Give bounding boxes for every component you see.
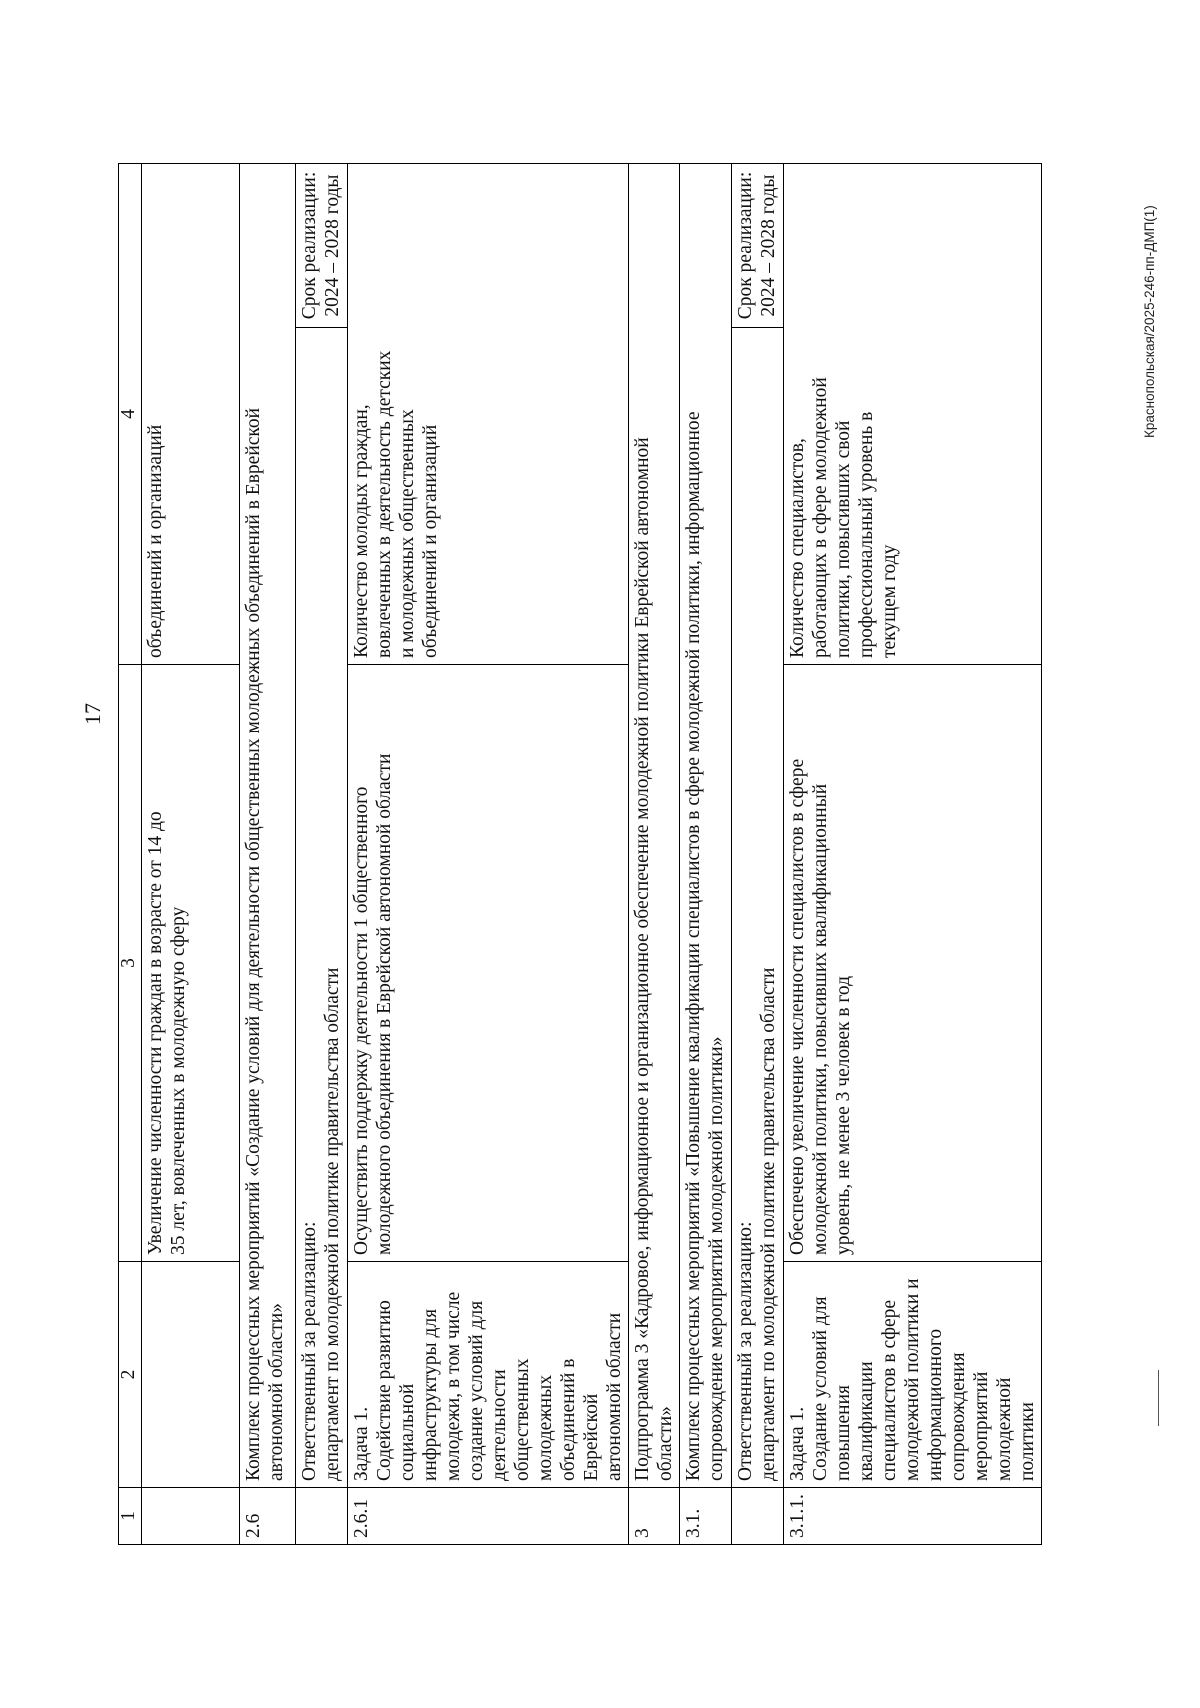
row-number: 3.1. — [680, 1488, 732, 1545]
table-row — [240, 164, 296, 1545]
row-number: 3 — [629, 1488, 680, 1545]
table-row — [142, 164, 240, 1545]
table-row — [348, 164, 629, 1545]
program-table — [118, 163, 1042, 1545]
table-row — [629, 164, 680, 1545]
row-indicator: объединений и организаций — [142, 164, 240, 665]
header-col-3: 3 — [119, 665, 142, 1262]
table-row — [680, 164, 732, 1545]
row-result: Увеличение численности граждан в возрасте от 14 до 35 лет, вовлеченных в молодежную сферу — [142, 665, 240, 1262]
header-row — [119, 164, 142, 1545]
row-task: Задача 1. Содействие развитию социальной инфраструктуры для молодежи, в том числе создание условий для деятельности общественных молодежных объединений в Еврейской автономной области — [348, 1262, 629, 1488]
table-row — [296, 164, 348, 1545]
row-number: 2.6.1 — [348, 1488, 629, 1545]
row-number: 2.6 — [240, 1488, 296, 1545]
table-row — [732, 164, 784, 1545]
row-number — [732, 1488, 784, 1545]
row-result: Осуществить поддержку деятельности 1 общественного молодежного объединения в Еврейской автономной области — [348, 665, 629, 1262]
row-task — [142, 1262, 240, 1488]
header-col-1: 1 — [119, 1488, 142, 1545]
subprogram-title: Подпрограмма 3 «Кадровое, информационное и организационное обеспечение молодежной политики Еврейской автономной области» — [629, 164, 680, 1488]
table-row — [784, 164, 1042, 1545]
header-col-2: 2 — [119, 1262, 142, 1488]
responsible-text: Ответственный за реализацию: департамент по молодежной политике правительства области — [296, 328, 348, 1488]
row-indicator: Количество специалистов, работающих в сфере молодежной политики, повысивших свой профессиональный уровень в текущем году — [784, 164, 1042, 665]
row-result: Обеспечено увеличение численности специалистов в сфере молодежной политики, повысивших квалификационный уровень, не менее 3 человек в год — [784, 665, 1042, 1262]
section-title: Комплекс процессных мероприятий «Повышение квалификации специалистов в сфере молодежной политики, информационное сопровождение мероприятий молодежной политики» — [680, 164, 732, 1488]
row-number — [296, 1488, 348, 1545]
term-text: Срок реализации: 2024 – 2028 годы — [296, 164, 348, 328]
responsible-text: Ответственный за реализацию: департамент по молодежной политике правительства области — [732, 328, 784, 1488]
header-col-4: 4 — [119, 164, 142, 665]
row-task: Задача 1. Создание условий для повышения квалификации специалистов в сфере молодежной политики и информационного сопровождения мероприятий молодежной политики — [784, 1262, 1042, 1488]
row-number: 3.1.1. — [784, 1488, 1042, 1545]
term-text: Срок реализации: 2024 – 2028 годы — [732, 164, 784, 328]
footer-reference: Краснопольская/2025-246-пп-ДМП(1) — [1142, 205, 1157, 438]
scan-mark — [1158, 1370, 1159, 1426]
row-number — [142, 1488, 240, 1545]
page-number: 17 — [80, 703, 105, 725]
row-indicator: Количество молодых граждан, вовлеченных в деятельность детских и молодежных общественных объединений и организаций — [348, 164, 629, 665]
section-title: Комплекс процессных мероприятий «Создание условий для деятельности общественных молодежных объединений в Еврейской автономной области» — [240, 164, 296, 1488]
